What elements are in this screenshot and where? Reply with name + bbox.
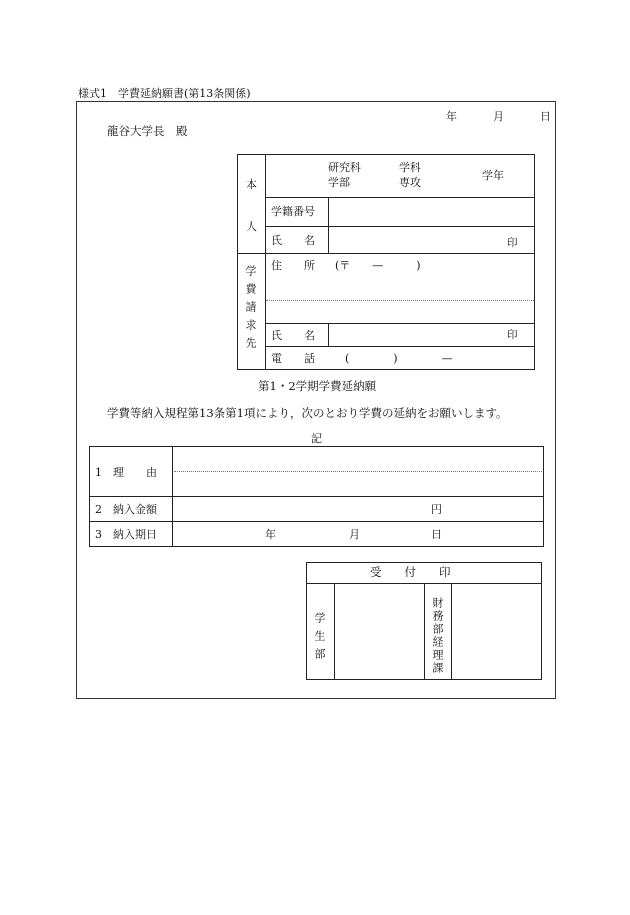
applicant-seal: 印 [507, 237, 518, 249]
billing-name-field[interactable] [330, 325, 500, 345]
body-text: 学費等納入規程第13条第1項により，次のとおり学費の延納をお願いします。 [107, 406, 508, 420]
finance-dept-stamp-area[interactable] [453, 585, 541, 679]
amount-label: 2 納入金額 [95, 503, 157, 516]
dept-faculty: 学部 [328, 176, 350, 189]
billing-address-field[interactable] [270, 276, 532, 322]
subject-major: 専攻 [399, 176, 421, 189]
billing-phone-format[interactable]: ( ) — [345, 352, 453, 365]
due-date-year: 年 [265, 528, 276, 541]
due-date-month: 月 [349, 528, 360, 541]
billing-name-label: 氏 名 [271, 329, 315, 342]
form-label: 様式1 学費延納願書(第13条関係) [78, 87, 251, 100]
reason-field[interactable] [175, 448, 542, 494]
billing-postal: (〒 — ) [335, 259, 421, 272]
amount-unit: 円 [431, 503, 442, 516]
date-day: 日 [540, 110, 551, 123]
applicant-name-label: 氏 名 [271, 234, 315, 247]
dept-graduate: 研究科 [328, 161, 361, 174]
finance-dept-label: 財務部経理課 [431, 597, 444, 675]
applicant-name-field[interactable] [330, 228, 500, 252]
grade-label: 学年 [482, 169, 504, 182]
student-dept-stamp-area[interactable] [336, 585, 423, 679]
addressee: 龍谷大学長 殿 [107, 124, 188, 138]
due-date-label: 3 納入期日 [95, 528, 157, 541]
form-heading: 第1・2学期学費延納願 [258, 379, 377, 393]
student-dept-label: 学生部 [313, 612, 326, 666]
date-month: 月 [493, 110, 504, 123]
student-id-label: 学籍番号 [271, 205, 315, 218]
reason-label: 1 理 由 [95, 466, 157, 479]
billing-address-label: 住 所 [271, 259, 315, 272]
reception-title: 受 付 印 [370, 565, 451, 579]
billing-section-label: 学費請求先 [244, 265, 257, 355]
amount-field[interactable] [175, 498, 425, 520]
student-id-field[interactable] [330, 199, 534, 225]
subject-department: 学科 [399, 161, 421, 174]
due-date-day: 日 [431, 528, 442, 541]
billing-seal: 印 [507, 329, 518, 341]
billing-phone-label: 電 話 [271, 352, 315, 365]
ki-mark: 記 [311, 432, 322, 445]
date-year: 年 [446, 110, 457, 123]
